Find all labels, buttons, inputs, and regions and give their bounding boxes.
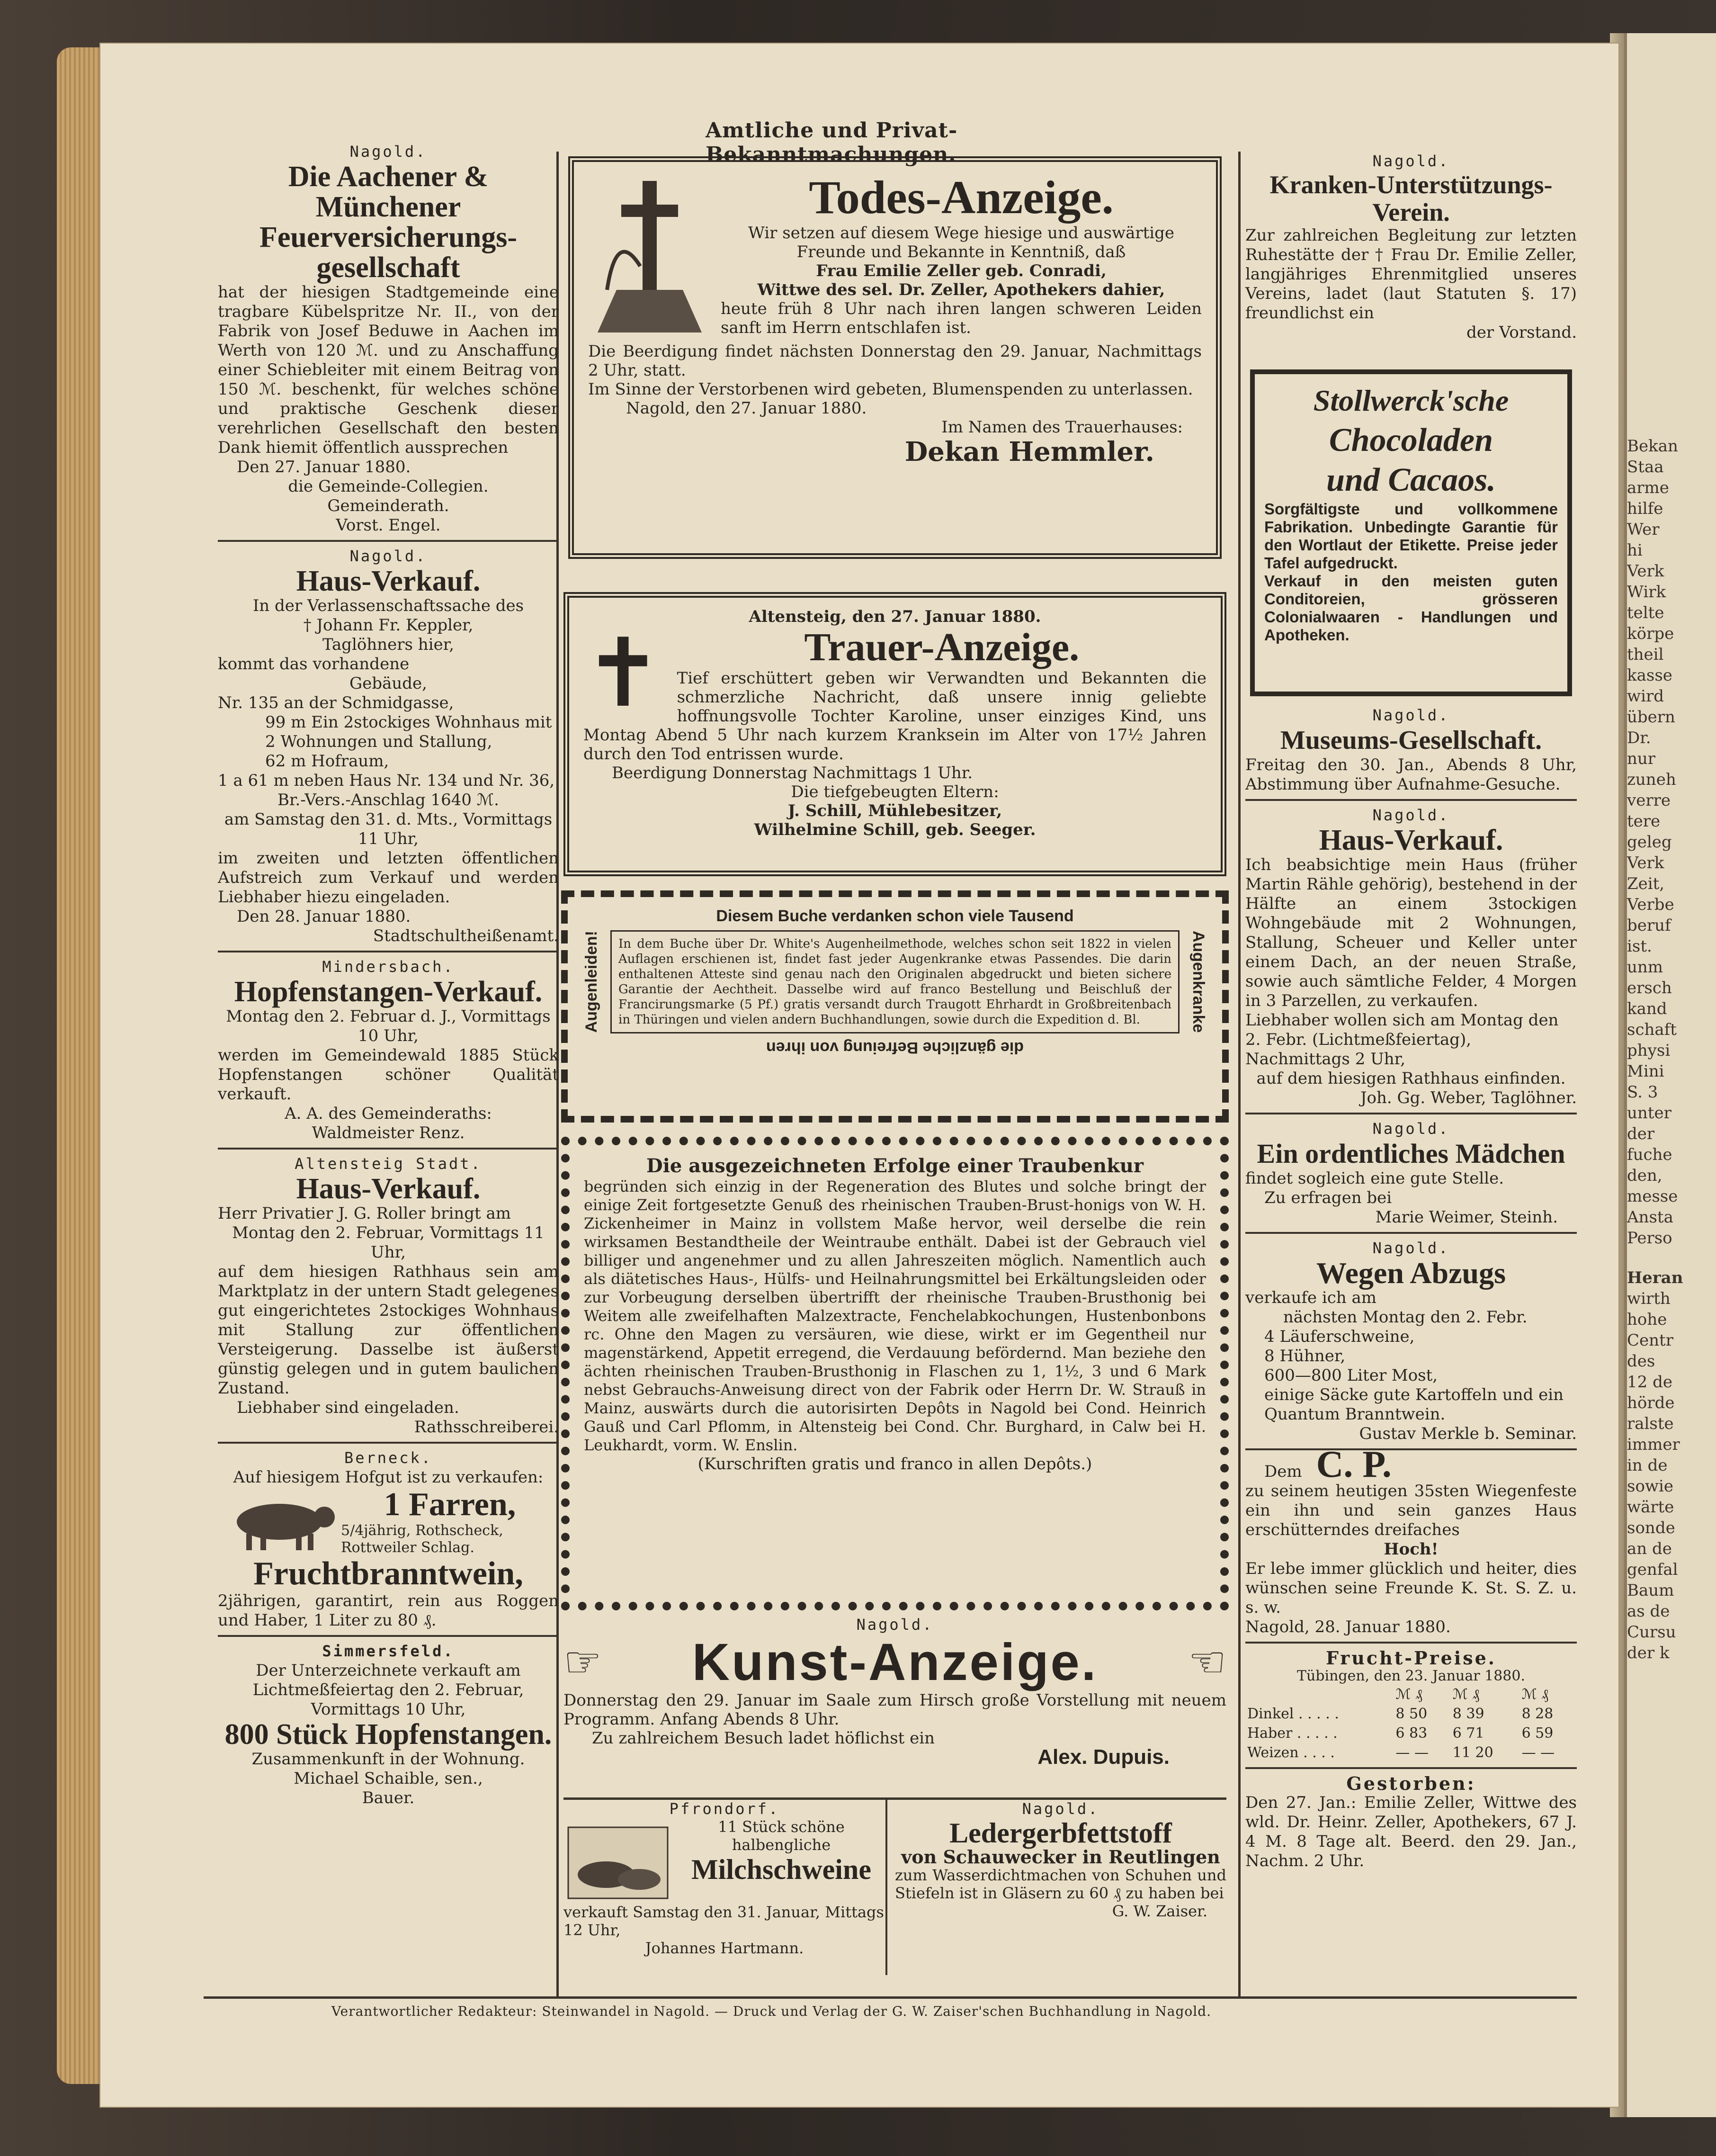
- divider: [218, 1148, 559, 1150]
- ad-line: Hoch!: [1384, 1540, 1439, 1559]
- divider: [1245, 1232, 1577, 1234]
- ad-body: Zur zahlreichen Begleitung zur letzten Ruhestätte der † Frau Dr. Emilie Zeller, langjähriges Ehrenmitglied unseres Vereins, ladet (laut Statuten §. 17) freundlichst ein: [1245, 226, 1577, 323]
- ad-line: Die tiefgebeugten Eltern:: [791, 782, 999, 801]
- ad-signature: Bauer.: [362, 1788, 415, 1807]
- right-page-line: theil: [1627, 645, 1664, 664]
- ad-line: 600—800 Liter Most,: [1264, 1366, 1438, 1385]
- ad-line: Die Beerdigung findet nächsten Donnerstag den 29. Januar, Nachmittags 2 Uhr, statt.: [588, 342, 1202, 380]
- ad-line: 62 m Hofraum,: [265, 752, 389, 771]
- ad-signature: Gustav Merkle b. Seminar.: [1359, 1424, 1577, 1443]
- ad-line: werden im Gemeindewald 1885 Stück Hopfenstangen schöner Qualität verkauft.: [218, 1046, 559, 1104]
- right-page-line: Baum: [1627, 1581, 1674, 1600]
- ad-line: Auf hiesigem Hofgut ist zu verkaufen:: [233, 1468, 544, 1487]
- ad-line: verkauft Samstag den 31. Januar, Mittags 12 Uhr,: [563, 1903, 884, 1939]
- ad-date: Nagold, den 27. Januar 1880.: [626, 399, 867, 418]
- ad-title: 800 Stück Hopfenstangen.: [224, 1718, 552, 1751]
- ad-signature: Waldmeister Renz.: [312, 1123, 465, 1142]
- ad-title: Die Aachener & Münchener Feuerversicherungs-gesellschaft: [259, 161, 518, 284]
- divider: [1245, 799, 1577, 801]
- table-row: [1245, 1724, 1577, 1743]
- ad-kunst-anzeige: [563, 1615, 1226, 1795]
- divider: [1245, 1448, 1577, 1450]
- column-right-lower: [1245, 706, 1577, 1871]
- ad-traubenkur: [561, 1137, 1229, 1610]
- ad-side-left: Augenleiden!: [582, 931, 600, 1033]
- right-page-line: arme: [1627, 478, 1669, 497]
- ad-signature: Alex. Dupuis.: [1037, 1745, 1170, 1769]
- ad-stollwerck: [1250, 369, 1572, 696]
- section-body: Den 27. Jan.: Emilie Zeller, Wittwe des wld. Dr. Heinr. Zeller, Apothekers, 67 J. 4 M. 8 Tage alt. Beerd. den 29. Jan., Nachm. 2 Uhr.: [1245, 1793, 1577, 1870]
- ad-body: In dem Buche über Dr. White's Augenheilmethode, welches schon seit 1822 in vielen Auflagen erschienen ist, findet fast jeder Augenkranke etwas Passendes. Die darin enthaltenen Atteste sind genau nach den Originalen abgedruckt und bieten sichere Garantie der Aechtheit. Dasselbe wird auf franco Bestellung und Beischluß der Francirungsmarke (5 Pf.) gratis versandt durch Traugott Ehrhardt in Großbreitenbach in Thüringen und vielen andern Buchhandlungen, sowie durch die Expedition d. Bl.: [610, 930, 1180, 1033]
- right-page-line: fuche: [1627, 1145, 1672, 1164]
- ad-line: im zweiten und letzten öffentlichen Aufstreich zum Verkauf und werden Liebhaber hiezu eingeladen.: [218, 849, 559, 907]
- ad-body: Ich beabsichtige mein Haus (früher Martin Rähle gehörig), bestehend in der Hälfte an einem 3stockigen Wohngebäude mit 2 Wohnungen, Stallung, Scheuer und Keller unter einem Dach, an der neuen Straße, sowie auch sämtliche Felder, 4 Morgen in 3 Parzellen, zu verkaufen.: [1245, 855, 1577, 1010]
- right-page-line: in de: [1627, 1456, 1668, 1475]
- right-page: [1624, 33, 1716, 2117]
- ad-signature: Dekan Hemmler.: [904, 436, 1154, 467]
- ad-geburtstag: [1245, 1444, 1577, 1637]
- right-page-line: hi: [1627, 541, 1643, 560]
- ad-body: begründen sich einzig in der Regeneration des Blutes und solche bringt der einige Zeit fortgesetzte Genuß des rheinischen Trauben-Brust-honigs von W. H. Zickenheimer in Mainz in vollstem Maße hervor, weil derselbe die rein wirksamen Bestandtheile der Weintraube enthält. Dabei ist der Gebrauch viel billiger und angenehmer und zu allen Jahreszeiten möglich. Namentlich auch als diätetisches Haus-, Hülfs- und Heilnahrungsmittel bei Erkältungsleiden oder zur Vorbeugung derselben übertrifft der rheinische Trauben-Brusthonig bei Weitem alle zweifelhaften Malzextracte, Fenchelabkochungen, Hustenbonbons rc. Ohne den Magen zu versäuren, wie diese, wirkt er im Gegentheil nur magenstärkend, Appetit erregend, die Verdauung befördernd. Man beziehe den ächten rheinischen Trauben-Brusthonig in Flaschen zu 1, 1½, 3 und 6 Mark nebst Gebrauchs-Anweisung direct von der Fabrik oder Herrn Dr. W. Strauß in Mainz, auswärts durch die autorisirten Depôts in Nagold bei Cond. Heinrich Gauß und Carl Pflomm, in Altensteig bei Cond. Chr. Burghard, in Calw bei H. Leukhardt, vorm. W. Enslin.: [584, 1177, 1206, 1454]
- ad-title: Fruchtbranntwein,: [253, 1555, 523, 1592]
- right-page-line: sonde: [1627, 1518, 1675, 1537]
- frucht-preise: [1245, 1648, 1577, 1762]
- right-page-line: Wirk: [1627, 583, 1666, 602]
- right-page-line: Cursu: [1627, 1623, 1676, 1642]
- column-right: [1245, 152, 1577, 342]
- ad-line: Er lebe immer glücklich und heiter, dies wünschen seine Freunde K. St. S. Z. u. s. w.: [1245, 1559, 1577, 1617]
- dateline: Simmersfeld.: [322, 1642, 455, 1660]
- ad-line: Montag den 2. Februar d. J., Vormittags 10 Uhr,: [226, 1007, 551, 1045]
- ad-body: findet sogleich eine gute Stelle.: [1245, 1169, 1504, 1188]
- ad-museums-gesellschaft: [1245, 706, 1577, 794]
- ad-line: Taglöhners hier,: [322, 635, 455, 654]
- table-cell: 8 28: [1521, 1706, 1554, 1722]
- bull-icon: [218, 1491, 341, 1553]
- right-page-line: messe: [1627, 1187, 1678, 1206]
- pointing-hand-left-icon: ☜: [1188, 1637, 1226, 1687]
- right-page-line: Zeit,: [1627, 874, 1665, 893]
- right-page-line: hilfe: [1627, 499, 1663, 518]
- ad-line: 8 Hühner,: [1264, 1347, 1346, 1365]
- dateline: Nagold.: [856, 1616, 934, 1634]
- right-page-line: Verbe: [1627, 895, 1674, 914]
- right-page-line: as de: [1627, 1602, 1670, 1621]
- dateline: Berneck.: [344, 1449, 433, 1467]
- ad-aachener: [218, 142, 559, 535]
- right-page-line: an de: [1627, 1539, 1672, 1558]
- ad-title: Trauer-Anzeige.: [804, 625, 1080, 669]
- right-page-line: verre: [1627, 791, 1671, 810]
- ad-subtitle: von Schauwecker in Reutlingen: [901, 1846, 1220, 1868]
- ad-title: Die ausgezeichneten Erfolge einer Traubenkur: [646, 1155, 1144, 1177]
- ad-line: Beerdigung Donnerstag Nachmittags 1 Uhr.: [612, 764, 973, 782]
- ad-title: Milchschweine: [691, 1854, 871, 1885]
- right-page-line: Verk: [1627, 562, 1664, 581]
- ad-simmersfeld: [218, 1642, 559, 1808]
- ad-ledergerbfettstoff: [895, 1800, 1226, 1975]
- ad-title: C. P.: [1316, 1444, 1392, 1485]
- right-page-line: telte: [1627, 603, 1664, 622]
- dateline: Mindersbach.: [322, 958, 455, 976]
- table-cell: 8 50: [1395, 1706, 1428, 1722]
- right-page-line: ist.: [1627, 937, 1652, 956]
- ad-haus-verkauf-keppler: [218, 547, 559, 946]
- ad-signature: G. W. Zaiser.: [1112, 1902, 1207, 1920]
- table-cell: ℳ ₰: [1395, 1686, 1423, 1703]
- table-cell: 6 59: [1521, 1725, 1554, 1742]
- ad-line: 1 a 61 m neben Haus Nr. 134 und Nr. 36,: [218, 771, 555, 790]
- table-cell: [1245, 1685, 1394, 1704]
- column-left: [218, 142, 559, 1808]
- ad-line: zu seinem heutigen 35sten Wiegenfeste ein ihn und sein ganzes Haus erschütterndes dreifaches: [1245, 1482, 1577, 1539]
- right-page-line: hohe: [1627, 1310, 1667, 1329]
- ad-signature: der Vorstand.: [1466, 323, 1577, 342]
- right-page-line: Centr: [1627, 1331, 1673, 1350]
- ad-signature: J. Schill, Mühlebesitzer,: [787, 801, 1002, 820]
- right-page-line: wärte: [1627, 1498, 1674, 1517]
- right-page-line: der k: [1627, 1644, 1670, 1662]
- ad-title: Chocoladen: [1329, 422, 1493, 458]
- ad-title: Kranken-Unterstützungs-Verein.: [1269, 171, 1553, 226]
- right-page-line: hörde: [1627, 1393, 1675, 1412]
- ad-body: Verkauf in den meisten guten Conditoreien, grösseren Colonialwaaren - Handlungen und Apotheken.: [1264, 572, 1558, 644]
- ad-hopfenstangen-mindersbach: [218, 957, 559, 1143]
- table-header: [1245, 1685, 1577, 1704]
- deceased-name: Frau Emilie Zeller geb. Conradi,: [816, 261, 1107, 280]
- divider: [218, 1442, 559, 1444]
- right-page-fragments-2: [1627, 1288, 1716, 1663]
- right-page-line: des: [1627, 1352, 1655, 1371]
- section-title: Gestorben:: [1346, 1773, 1476, 1794]
- ad-title: Ledergerbfettstoff: [949, 1817, 1172, 1849]
- right-page-line: unm: [1627, 958, 1663, 977]
- right-page-line: unter: [1627, 1104, 1671, 1123]
- ad-todes-anzeige: [568, 156, 1222, 559]
- ad-line: 99 m Ein 2stockiges Wohnhaus mit 2 Wohnungen und Stallung,: [265, 713, 552, 751]
- ad-date: Den 27. Januar 1880.: [237, 458, 411, 476]
- ad-line: Der Unterzeichnete verkauft am Lichtmeßfeiertag den 2. Februar, Vormittags 10 Uhr,: [252, 1661, 524, 1719]
- divider: [1245, 1767, 1577, 1769]
- section-title: Frucht-Preise.: [1325, 1647, 1497, 1669]
- right-page-line: Verk: [1627, 853, 1664, 872]
- ad-haus-verkauf-roller: [218, 1154, 559, 1437]
- section-subtitle: Tübingen, den 23. Januar 1880.: [1296, 1668, 1526, 1684]
- ad-title: Haus-Verkauf.: [296, 565, 481, 597]
- right-page-line: schaft: [1627, 1020, 1677, 1039]
- ad-line: 4 Läuferschweine,: [1264, 1327, 1415, 1346]
- right-page-line: S. 3: [1627, 1083, 1658, 1102]
- column-divider-right: [1238, 152, 1241, 1999]
- ad-title: Stollwerck'sche: [1313, 384, 1509, 417]
- table-cell: 6 83: [1395, 1725, 1428, 1742]
- right-page-line: sowie: [1627, 1477, 1674, 1496]
- table-cell: 11 20: [1452, 1744, 1493, 1761]
- right-page-line: kand: [1627, 999, 1667, 1018]
- footer-rule: [204, 1996, 1577, 1999]
- ad-line: Liebhaber sind eingeladen.: [237, 1398, 459, 1417]
- ad-line: verkaufe ich am: [1245, 1288, 1376, 1307]
- ad-line: 5/4jährig, Rothscheck, Rottweiler Schlag.: [341, 1522, 503, 1556]
- price-table: [1245, 1685, 1577, 1762]
- pigs-icon: [563, 1818, 672, 1903]
- ad-side-right: Augenkranke: [1189, 931, 1207, 1033]
- ad-title: Kunst-Anzeige.: [692, 1633, 1098, 1691]
- right-page-line: Dr.: [1627, 728, 1651, 747]
- dateline: Nagold.: [349, 547, 427, 565]
- ad-signature: Vorst. Engel.: [336, 516, 441, 535]
- right-page-line: Perso: [1627, 1229, 1672, 1248]
- dateline: Altensteig, den 27. Januar 1880.: [749, 607, 1041, 626]
- ad-line: Herr Privatier J. G. Roller bringt am: [218, 1204, 511, 1223]
- ad-title: Ein ordentliches Mädchen: [1257, 1138, 1565, 1169]
- ad-title: und Cacaos.: [1326, 462, 1496, 498]
- ad-line: Dem: [1264, 1462, 1302, 1481]
- right-page-line: beruf: [1627, 916, 1671, 935]
- ad-note: (Kurschriften gratis und franco in allen Depôts.): [697, 1455, 1092, 1473]
- dateline: Nagold.: [1022, 1800, 1099, 1818]
- ad-line: 11 Stück schöne halbengliche: [718, 1818, 845, 1854]
- ad-line: In der Verlassenschaftssache des: [252, 596, 524, 615]
- ad-milchschweine: [563, 1800, 887, 1975]
- ad-title: Museums-Gesellschaft.: [1280, 726, 1542, 755]
- ad-title: Hopfenstangen-Verkauf.: [234, 976, 543, 1008]
- ad-signature: Marie Weimer, Steinh.: [1375, 1208, 1558, 1227]
- page-header: Amtliche und Privat-Bekanntmachungen.: [706, 118, 958, 167]
- table-cell: 8 39: [1452, 1706, 1484, 1722]
- ad-trauer-anzeige: [563, 592, 1226, 876]
- ad-line: Im Sinne der Verstorbenen wird gebeten, Blumenspenden zu unterlassen.: [588, 380, 1193, 399]
- ad-line: Gebäude,: [349, 674, 427, 693]
- right-page-line: immer: [1627, 1435, 1680, 1454]
- right-page-line: ersch: [1627, 979, 1672, 997]
- right-page-line: genfal: [1627, 1560, 1678, 1579]
- ad-line: nächsten Montag den 2. Febr.: [1283, 1308, 1528, 1327]
- ad-body: zum Wasserdichtmachen von Schuhen und Stiefeln ist in Gläsern zu 60 ₰ zu haben bei: [895, 1866, 1226, 1902]
- table-row: [1245, 1704, 1577, 1724]
- table-cell: 6 71: [1452, 1725, 1484, 1742]
- ad-line: auf dem hiesigen Rathhaus einfinden.: [1256, 1069, 1566, 1088]
- ad-title: Haus-Verkauf.: [1319, 824, 1503, 856]
- ad-line: Tief erschüttert geben wir Verwandten und Bekannten die schmerzliche Nachricht, daß unsere innig geliebte hoffnungsvolle Tochter Karoline, unser einziges Kind, uns Montag Abend 5 Uhr nach kurzem Kranksein im Alter von 17½ Jahren durch den Tod entrissen wurde.: [583, 669, 1207, 764]
- ad-line: Zusammenkunft in der Wohnung.: [251, 1750, 525, 1769]
- ad-line: Zu erfragen bei: [1264, 1188, 1392, 1207]
- dateline: Pfrondorf.: [669, 1800, 780, 1818]
- ad-maedchen: [1245, 1119, 1577, 1227]
- gestorben: [1245, 1774, 1577, 1871]
- right-page-line: ralste: [1627, 1414, 1674, 1433]
- table-cell: Haber . . . . .: [1247, 1725, 1338, 1742]
- ad-line: Zu zahlreichem Besuch ladet höflichst ein: [592, 1729, 935, 1748]
- ad-line: Nr. 135 an der Schmidgasse,: [218, 693, 454, 712]
- ad-line: Wir setzen auf diesem Wege hiesige und auswärtige Freunde und Bekannte in Kenntniß, daß: [748, 224, 1175, 261]
- right-page-line: kasse: [1627, 666, 1672, 685]
- ad-bottom-line: die gänzliche Befreiung von ihren: [766, 1039, 1024, 1057]
- table-cell: — —: [1395, 1744, 1429, 1761]
- ad-signature: Rathsschreiberei.: [414, 1418, 559, 1437]
- ad-line: Liebhaber wollen sich am Montag den 2. Febr. (Lichtmeßfeiertag), Nachmittags 2 Uhr,: [1245, 1011, 1559, 1069]
- ad-line: A. A. des Gemeinderaths:: [285, 1104, 492, 1123]
- ad-line: auf dem hiesigen Rathhaus sein am Marktplatz in der untern Stadt gelegenes gut eingerichtetes 2stockiges Wohnhaus mit Stallung zur öffentlichen Versteigerung. Dasselbe ist äußerst günstig gelegen und in gutem baulichen Zustand.: [218, 1262, 559, 1398]
- ad-augenheilmethode: [561, 890, 1229, 1123]
- ad-signature: Michael Schaible, sen.,: [294, 1769, 483, 1788]
- ad-line: Br.-Vers.-Anschlag 1640 ℳ.: [277, 791, 499, 809]
- ad-haus-verkauf-weber: [1245, 806, 1577, 1108]
- ad-kranken-verein: [1245, 152, 1577, 342]
- ad-title: Haus-Verkauf.: [296, 1173, 481, 1205]
- right-page-line: der: [1627, 1124, 1655, 1143]
- ad-title: Wegen Abzugs: [1316, 1256, 1506, 1290]
- ad-body: Donnerstag den 29. Januar im Saale zum Hirsch große Vorstellung mit neuem Programm. Anfang Abends 8 Uhr.: [563, 1691, 1226, 1729]
- table-cell: ℳ ₰: [1521, 1686, 1549, 1703]
- dateline: Nagold.: [1372, 1120, 1450, 1138]
- divider: [1245, 1642, 1577, 1644]
- grave-cross-icon: [588, 171, 711, 342]
- table-cell: ℳ ₰: [1452, 1686, 1480, 1703]
- ad-date: Den 28. Januar 1880.: [237, 907, 411, 926]
- cross-icon: ✝: [583, 618, 663, 728]
- table-cell: — —: [1521, 1744, 1555, 1761]
- right-page-line: wirth: [1627, 1289, 1671, 1308]
- right-page-line: Wer: [1627, 520, 1660, 539]
- ad-signature: die Gemeinde-Collegien.: [288, 477, 489, 496]
- right-page-fragments: [1627, 436, 1716, 1249]
- right-page-line: zuneh: [1627, 770, 1676, 789]
- ad-signature: Wilhelmine Schill, geb. Seeger.: [754, 820, 1036, 839]
- right-page-line: tere: [1627, 812, 1661, 831]
- divider: [1245, 1113, 1577, 1114]
- ad-berneck: [218, 1448, 559, 1630]
- right-page-line: übern: [1627, 708, 1675, 727]
- ad-body: Freitag den 30. Jan., Abends 8 Uhr, Abstimmung über Aufnahme-Gesuche.: [1245, 755, 1577, 794]
- ad-wegen-abzugs: [1245, 1239, 1577, 1444]
- right-page-line: körpe: [1627, 624, 1674, 643]
- divider: [218, 540, 559, 542]
- right-page-line: wird: [1627, 687, 1664, 706]
- ad-title: 1 Farren,: [384, 1486, 516, 1523]
- ad-date: Nagold, 28. Januar 1880.: [1245, 1617, 1451, 1636]
- ad-line: 2jährigen, garantirt, rein aus Roggen und Haber, 1 Liter zu 80 ₰.: [218, 1591, 559, 1630]
- right-page-line: physi: [1627, 1041, 1671, 1060]
- ad-top-line: Diesem Buche verdanken schon viele Tausend: [716, 907, 1074, 925]
- right-page-heading: Heran: [1627, 1268, 1683, 1287]
- dateline: Nagold.: [1372, 706, 1450, 724]
- ad-line: Montag den 2. Februar, Vormittags 11 Uhr,: [232, 1223, 545, 1262]
- ad-title: Todes-Anzeige.: [809, 171, 1114, 224]
- pointing-hand-right-icon: ☞: [563, 1637, 602, 1687]
- ad-signature: Johannes Hartmann.: [645, 1939, 804, 1957]
- dateline: Nagold.: [1372, 1239, 1450, 1257]
- ad-body: Sorgfältigste und vollkommene Fabrikation. Unbedingte Garantie für den Wortlaut der Etikette. Preise jeder Tafel aufgedruckt.: [1264, 500, 1558, 572]
- ad-line: am Samstag den 31. d. Mts., Vormittags 11 Uhr,: [224, 810, 553, 848]
- table-cell: Weizen . . . .: [1247, 1744, 1335, 1761]
- ad-body: hat der hiesigen Stadtgemeinde eine tragbare Kübelspritze Nr. II., von der Fabrik von Josef Beduwe in Aachen im Werth von 120 ℳ. und zu Anschaffung einer Schiebleiter mit einem Beitrag von 150 ℳ. beschenkt, für welches schöne und praktische Geschenk dieser verehrlichen Gesellschaft den besten Dank hiemit öffentlich aussprechen: [218, 283, 559, 457]
- deceased-title: Wittwe des sel. Dr. Zeller, Apothekers dahier,: [757, 280, 1165, 299]
- ad-line: einige Säcke gute Kartoffeln und ein Quantum Branntwein.: [1264, 1385, 1564, 1424]
- right-page-line: geleg: [1627, 833, 1672, 852]
- ad-signature: Gemeinderath.: [327, 496, 449, 515]
- right-page-line: Mini: [1627, 1062, 1664, 1081]
- dateline: Altensteig Stadt.: [295, 1155, 482, 1173]
- ad-line: † Johann Fr. Keppler,: [303, 616, 474, 635]
- table-row: [1245, 1743, 1577, 1762]
- dateline: Nagold.: [1372, 152, 1450, 170]
- divider: [218, 951, 559, 952]
- divider: [218, 1635, 559, 1637]
- ad-signature: Joh. Gg. Weber, Taglöhner.: [1360, 1088, 1577, 1107]
- right-page-line: nur: [1627, 749, 1656, 768]
- dateline: Nagold.: [349, 143, 427, 161]
- ad-line: Im Namen des Trauerhauses:: [941, 418, 1183, 437]
- dateline: Nagold.: [1372, 806, 1450, 824]
- ad-line: kommt das vorhandene: [218, 655, 410, 674]
- right-page-line: Ansta: [1627, 1208, 1673, 1227]
- right-page-line: den,: [1627, 1166, 1662, 1185]
- right-page-line: 12 de: [1627, 1373, 1672, 1392]
- right-page-line: Staa: [1627, 458, 1664, 476]
- table-cell: Dinkel . . . . .: [1247, 1706, 1339, 1722]
- right-page-line: Bekan: [1627, 437, 1678, 456]
- ad-line: heute früh 8 Uhr nach ihren langen schweren Leiden sanft im Herrn entschlafen ist.: [721, 299, 1202, 337]
- imprint-footer: Verantwortlicher Redakteur: Steinwandel in Nagold. — Druck und Verlag der G. W. Zaiser'schen Buchhandlung in Nagold.: [331, 2003, 1212, 2019]
- ad-signature: Stadtschultheißenamt.: [373, 926, 559, 945]
